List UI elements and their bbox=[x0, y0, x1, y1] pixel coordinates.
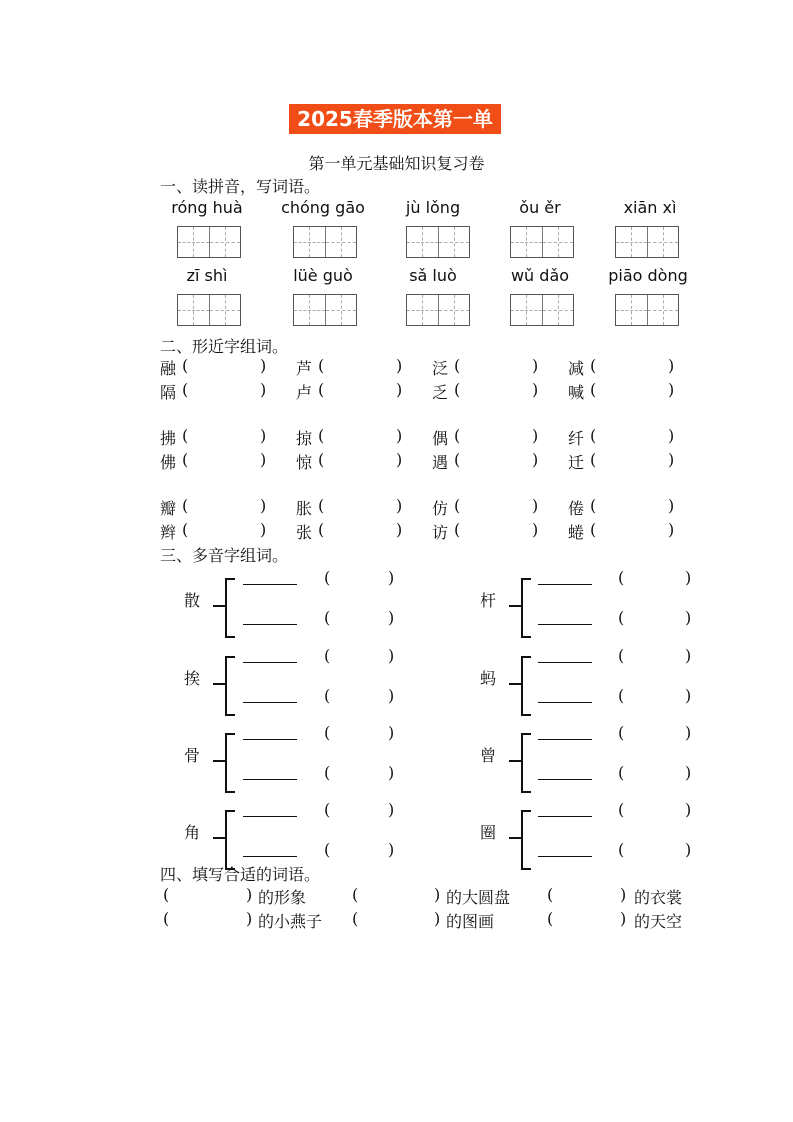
answer-blank[interactable] bbox=[194, 496, 254, 518]
open-paren: ( bbox=[318, 450, 325, 469]
open-paren: ( bbox=[324, 840, 331, 859]
answer-blank[interactable] bbox=[364, 885, 430, 907]
open-paren: ( bbox=[182, 380, 189, 399]
bracket-notch bbox=[509, 683, 522, 685]
near-char: 遇 bbox=[432, 453, 449, 472]
phrase-suffix: 的天空 bbox=[634, 912, 683, 931]
answer-line[interactable] bbox=[243, 662, 297, 663]
near-char: 纤 bbox=[568, 429, 585, 448]
answer-line[interactable] bbox=[538, 624, 592, 625]
answer-line[interactable] bbox=[538, 816, 592, 817]
open-paren: ( bbox=[324, 686, 331, 705]
close-paren: ) bbox=[685, 723, 692, 742]
close-paren: ) bbox=[620, 885, 627, 904]
close-paren: ) bbox=[388, 723, 395, 742]
open-paren: ( bbox=[318, 426, 325, 445]
close-paren: ) bbox=[260, 450, 267, 469]
bracket-notch bbox=[509, 837, 522, 839]
close-paren: ) bbox=[685, 646, 692, 665]
polyphonic-char: 杆 bbox=[480, 591, 497, 610]
close-paren: ) bbox=[434, 909, 441, 928]
open-paren: ( bbox=[182, 496, 189, 515]
bracket bbox=[521, 810, 531, 870]
page-title: 第一单元基础知识复习卷 bbox=[308, 154, 485, 173]
open-paren: ( bbox=[454, 426, 461, 445]
close-paren: ) bbox=[388, 608, 395, 627]
answer-blank[interactable] bbox=[330, 520, 390, 542]
near-char: 访 bbox=[432, 523, 449, 542]
bracket bbox=[225, 810, 235, 870]
close-paren: ) bbox=[396, 380, 403, 399]
near-char: 偶 bbox=[432, 429, 449, 448]
answer-line[interactable] bbox=[538, 662, 592, 663]
open-paren: ( bbox=[618, 686, 625, 705]
open-paren: ( bbox=[618, 646, 625, 665]
near-char: 拂 bbox=[160, 429, 177, 448]
close-paren: ) bbox=[434, 885, 441, 904]
bracket bbox=[521, 656, 531, 716]
bracket bbox=[225, 578, 235, 638]
pinyin-label: sǎ luò bbox=[409, 266, 457, 285]
close-paren: ) bbox=[532, 520, 539, 539]
polyphonic-char: 挨 bbox=[184, 669, 201, 688]
polyphonic-char: 圈 bbox=[480, 823, 497, 842]
open-paren: ( bbox=[318, 356, 325, 375]
close-paren: ) bbox=[388, 646, 395, 665]
close-paren: ) bbox=[668, 380, 675, 399]
pinyin-label: wǔ dǎo bbox=[510, 266, 570, 285]
near-char: 仿 bbox=[432, 499, 449, 518]
bracket-notch bbox=[213, 837, 226, 839]
close-paren: ) bbox=[668, 450, 675, 469]
open-paren: ( bbox=[163, 885, 170, 904]
answer-blank[interactable] bbox=[602, 356, 662, 378]
answer-blank[interactable] bbox=[194, 380, 254, 402]
near-char: 喊 bbox=[568, 383, 585, 402]
open-paren: ( bbox=[618, 723, 625, 742]
close-paren: ) bbox=[388, 800, 395, 819]
answer-line[interactable] bbox=[243, 779, 297, 780]
answer-line[interactable] bbox=[538, 856, 592, 857]
close-paren: ) bbox=[260, 520, 267, 539]
phrase-suffix: 的衣裳 bbox=[634, 888, 683, 907]
near-char: 辫 bbox=[160, 523, 177, 542]
pinyin-label: piāo dòng bbox=[608, 266, 688, 285]
open-paren: ( bbox=[547, 885, 554, 904]
section-2-heading: 二、形近字组词。 bbox=[160, 337, 289, 356]
writing-grid[interactable] bbox=[177, 226, 241, 258]
close-paren: ) bbox=[388, 686, 395, 705]
page-banner: 2025春季版本第一单元 bbox=[289, 104, 501, 134]
near-char: 蜷 bbox=[568, 523, 585, 542]
writing-grid[interactable] bbox=[293, 226, 357, 258]
close-paren: ) bbox=[532, 496, 539, 515]
answer-blank[interactable] bbox=[466, 450, 526, 472]
answer-blank[interactable] bbox=[194, 450, 254, 472]
near-char: 泛 bbox=[432, 359, 449, 378]
close-paren: ) bbox=[246, 909, 253, 928]
close-paren: ) bbox=[685, 840, 692, 859]
answer-blank[interactable] bbox=[330, 426, 390, 448]
answer-blank[interactable] bbox=[194, 356, 254, 378]
bracket bbox=[225, 656, 235, 716]
open-paren: ( bbox=[454, 450, 461, 469]
answer-blank[interactable] bbox=[602, 450, 662, 472]
answer-blank[interactable] bbox=[175, 909, 242, 931]
answer-line[interactable] bbox=[243, 816, 297, 817]
answer-blank[interactable] bbox=[602, 426, 662, 448]
open-paren: ( bbox=[163, 909, 170, 928]
bracket bbox=[521, 733, 531, 793]
answer-line[interactable] bbox=[538, 739, 592, 740]
answer-line[interactable] bbox=[538, 584, 592, 585]
writing-grid[interactable] bbox=[615, 294, 679, 326]
close-paren: ) bbox=[396, 520, 403, 539]
near-char: 减 bbox=[568, 359, 585, 378]
open-paren: ( bbox=[454, 496, 461, 515]
close-paren: ) bbox=[620, 909, 627, 928]
answer-blank[interactable] bbox=[602, 380, 662, 402]
near-char: 隔 bbox=[160, 383, 177, 402]
close-paren: ) bbox=[388, 568, 395, 587]
polyphonic-char: 蚂 bbox=[480, 669, 497, 688]
near-char: 张 bbox=[296, 523, 313, 542]
open-paren: ( bbox=[454, 380, 461, 399]
bracket-notch bbox=[213, 760, 226, 762]
answer-blank[interactable] bbox=[466, 426, 526, 448]
bracket bbox=[521, 578, 531, 638]
answer-blank[interactable] bbox=[466, 356, 526, 378]
close-paren: ) bbox=[260, 380, 267, 399]
close-paren: ) bbox=[685, 800, 692, 819]
open-paren: ( bbox=[590, 356, 597, 375]
bracket-notch bbox=[213, 605, 226, 607]
open-paren: ( bbox=[618, 800, 625, 819]
near-char: 卢 bbox=[296, 383, 313, 402]
near-char: 乏 bbox=[432, 383, 449, 402]
near-char: 芦 bbox=[296, 359, 313, 378]
close-paren: ) bbox=[532, 356, 539, 375]
close-paren: ) bbox=[396, 356, 403, 375]
writing-grid[interactable] bbox=[177, 294, 241, 326]
answer-blank[interactable] bbox=[194, 520, 254, 542]
close-paren: ) bbox=[685, 568, 692, 587]
writing-grid[interactable] bbox=[293, 294, 357, 326]
open-paren: ( bbox=[590, 496, 597, 515]
pinyin-label: xiān xì bbox=[623, 198, 677, 217]
answer-blank[interactable] bbox=[330, 450, 390, 472]
open-paren: ( bbox=[352, 885, 359, 904]
bracket bbox=[225, 733, 235, 793]
pinyin-label: zī shì bbox=[186, 266, 228, 285]
section-4-heading: 四、填写合适的词语。 bbox=[160, 865, 321, 884]
writing-grid[interactable] bbox=[510, 226, 574, 258]
phrase-suffix: 的小燕子 bbox=[258, 912, 323, 931]
answer-line[interactable] bbox=[538, 779, 592, 780]
open-paren: ( bbox=[324, 646, 331, 665]
near-char: 惊 bbox=[296, 453, 313, 472]
open-paren: ( bbox=[318, 520, 325, 539]
answer-blank[interactable] bbox=[559, 885, 616, 907]
near-char: 倦 bbox=[568, 499, 585, 518]
open-paren: ( bbox=[182, 520, 189, 539]
open-paren: ( bbox=[182, 356, 189, 375]
pinyin-label: ǒu ěr bbox=[519, 198, 561, 217]
answer-blank[interactable] bbox=[602, 496, 662, 518]
close-paren: ) bbox=[668, 496, 675, 515]
open-paren: ( bbox=[324, 800, 331, 819]
phrase-suffix: 的大圆盘 bbox=[446, 888, 511, 907]
bracket-notch bbox=[213, 683, 226, 685]
open-paren: ( bbox=[454, 356, 461, 375]
open-paren: ( bbox=[590, 450, 597, 469]
close-paren: ) bbox=[668, 426, 675, 445]
close-paren: ) bbox=[246, 885, 253, 904]
open-paren: ( bbox=[618, 568, 625, 587]
answer-blank[interactable] bbox=[330, 496, 390, 518]
answer-blank[interactable] bbox=[466, 496, 526, 518]
section-1-heading: 一、读拼音，写词语。 bbox=[160, 177, 321, 196]
writing-grid[interactable] bbox=[406, 294, 470, 326]
answer-blank[interactable] bbox=[330, 380, 390, 402]
open-paren: ( bbox=[590, 426, 597, 445]
open-paren: ( bbox=[547, 909, 554, 928]
close-paren: ) bbox=[260, 426, 267, 445]
close-paren: ) bbox=[260, 356, 267, 375]
pinyin-label: lüè guò bbox=[293, 266, 353, 285]
pinyin-label: chóng gāo bbox=[281, 198, 365, 217]
open-paren: ( bbox=[618, 840, 625, 859]
answer-blank[interactable] bbox=[175, 885, 242, 907]
bracket-notch bbox=[509, 760, 522, 762]
open-paren: ( bbox=[182, 450, 189, 469]
open-paren: ( bbox=[324, 763, 331, 782]
open-paren: ( bbox=[318, 380, 325, 399]
open-paren: ( bbox=[618, 608, 625, 627]
answer-line[interactable] bbox=[538, 702, 592, 703]
close-paren: ) bbox=[388, 840, 395, 859]
near-char: 瓣 bbox=[160, 499, 177, 518]
close-paren: ) bbox=[396, 426, 403, 445]
close-paren: ) bbox=[685, 763, 692, 782]
answer-blank[interactable] bbox=[559, 909, 616, 931]
close-paren: ) bbox=[396, 496, 403, 515]
polyphonic-char: 角 bbox=[184, 823, 201, 842]
open-paren: ( bbox=[324, 723, 331, 742]
pinyin-label: jù lǒng bbox=[405, 198, 461, 217]
open-paren: ( bbox=[590, 520, 597, 539]
close-paren: ) bbox=[532, 450, 539, 469]
phrase-suffix: 的形象 bbox=[258, 888, 307, 907]
near-char: 迁 bbox=[568, 453, 585, 472]
polyphonic-char: 骨 bbox=[184, 746, 201, 765]
answer-blank[interactable] bbox=[466, 520, 526, 542]
close-paren: ) bbox=[260, 496, 267, 515]
answer-blank[interactable] bbox=[466, 380, 526, 402]
answer-blank[interactable] bbox=[330, 356, 390, 378]
near-char: 掠 bbox=[296, 429, 313, 448]
open-paren: ( bbox=[324, 608, 331, 627]
open-paren: ( bbox=[324, 568, 331, 587]
answer-line[interactable] bbox=[243, 624, 297, 625]
close-paren: ) bbox=[668, 356, 675, 375]
bracket-notch bbox=[509, 605, 522, 607]
phrase-suffix: 的图画 bbox=[446, 912, 495, 931]
open-paren: ( bbox=[590, 380, 597, 399]
open-paren: ( bbox=[454, 520, 461, 539]
answer-blank[interactable] bbox=[602, 520, 662, 542]
close-paren: ) bbox=[396, 450, 403, 469]
close-paren: ) bbox=[685, 608, 692, 627]
open-paren: ( bbox=[318, 496, 325, 515]
answer-line[interactable] bbox=[243, 856, 297, 857]
section-3-heading: 三、多音字组词。 bbox=[160, 546, 289, 565]
answer-blank[interactable] bbox=[364, 909, 430, 931]
close-paren: ) bbox=[388, 763, 395, 782]
near-char: 胀 bbox=[296, 499, 313, 518]
polyphonic-char: 散 bbox=[184, 591, 201, 610]
polyphonic-char: 曾 bbox=[480, 746, 497, 765]
open-paren: ( bbox=[182, 426, 189, 445]
answer-line[interactable] bbox=[243, 739, 297, 740]
writing-grid[interactable] bbox=[406, 226, 470, 258]
answer-blank[interactable] bbox=[194, 426, 254, 448]
close-paren: ) bbox=[668, 520, 675, 539]
answer-line[interactable] bbox=[243, 702, 297, 703]
close-paren: ) bbox=[532, 426, 539, 445]
writing-grid[interactable] bbox=[510, 294, 574, 326]
close-paren: ) bbox=[685, 686, 692, 705]
near-char: 佛 bbox=[160, 453, 177, 472]
writing-grid[interactable] bbox=[615, 226, 679, 258]
open-paren: ( bbox=[618, 763, 625, 782]
pinyin-label: róng huà bbox=[171, 198, 243, 217]
answer-line[interactable] bbox=[243, 584, 297, 585]
close-paren: ) bbox=[532, 380, 539, 399]
open-paren: ( bbox=[352, 909, 359, 928]
near-char: 融 bbox=[160, 359, 177, 378]
